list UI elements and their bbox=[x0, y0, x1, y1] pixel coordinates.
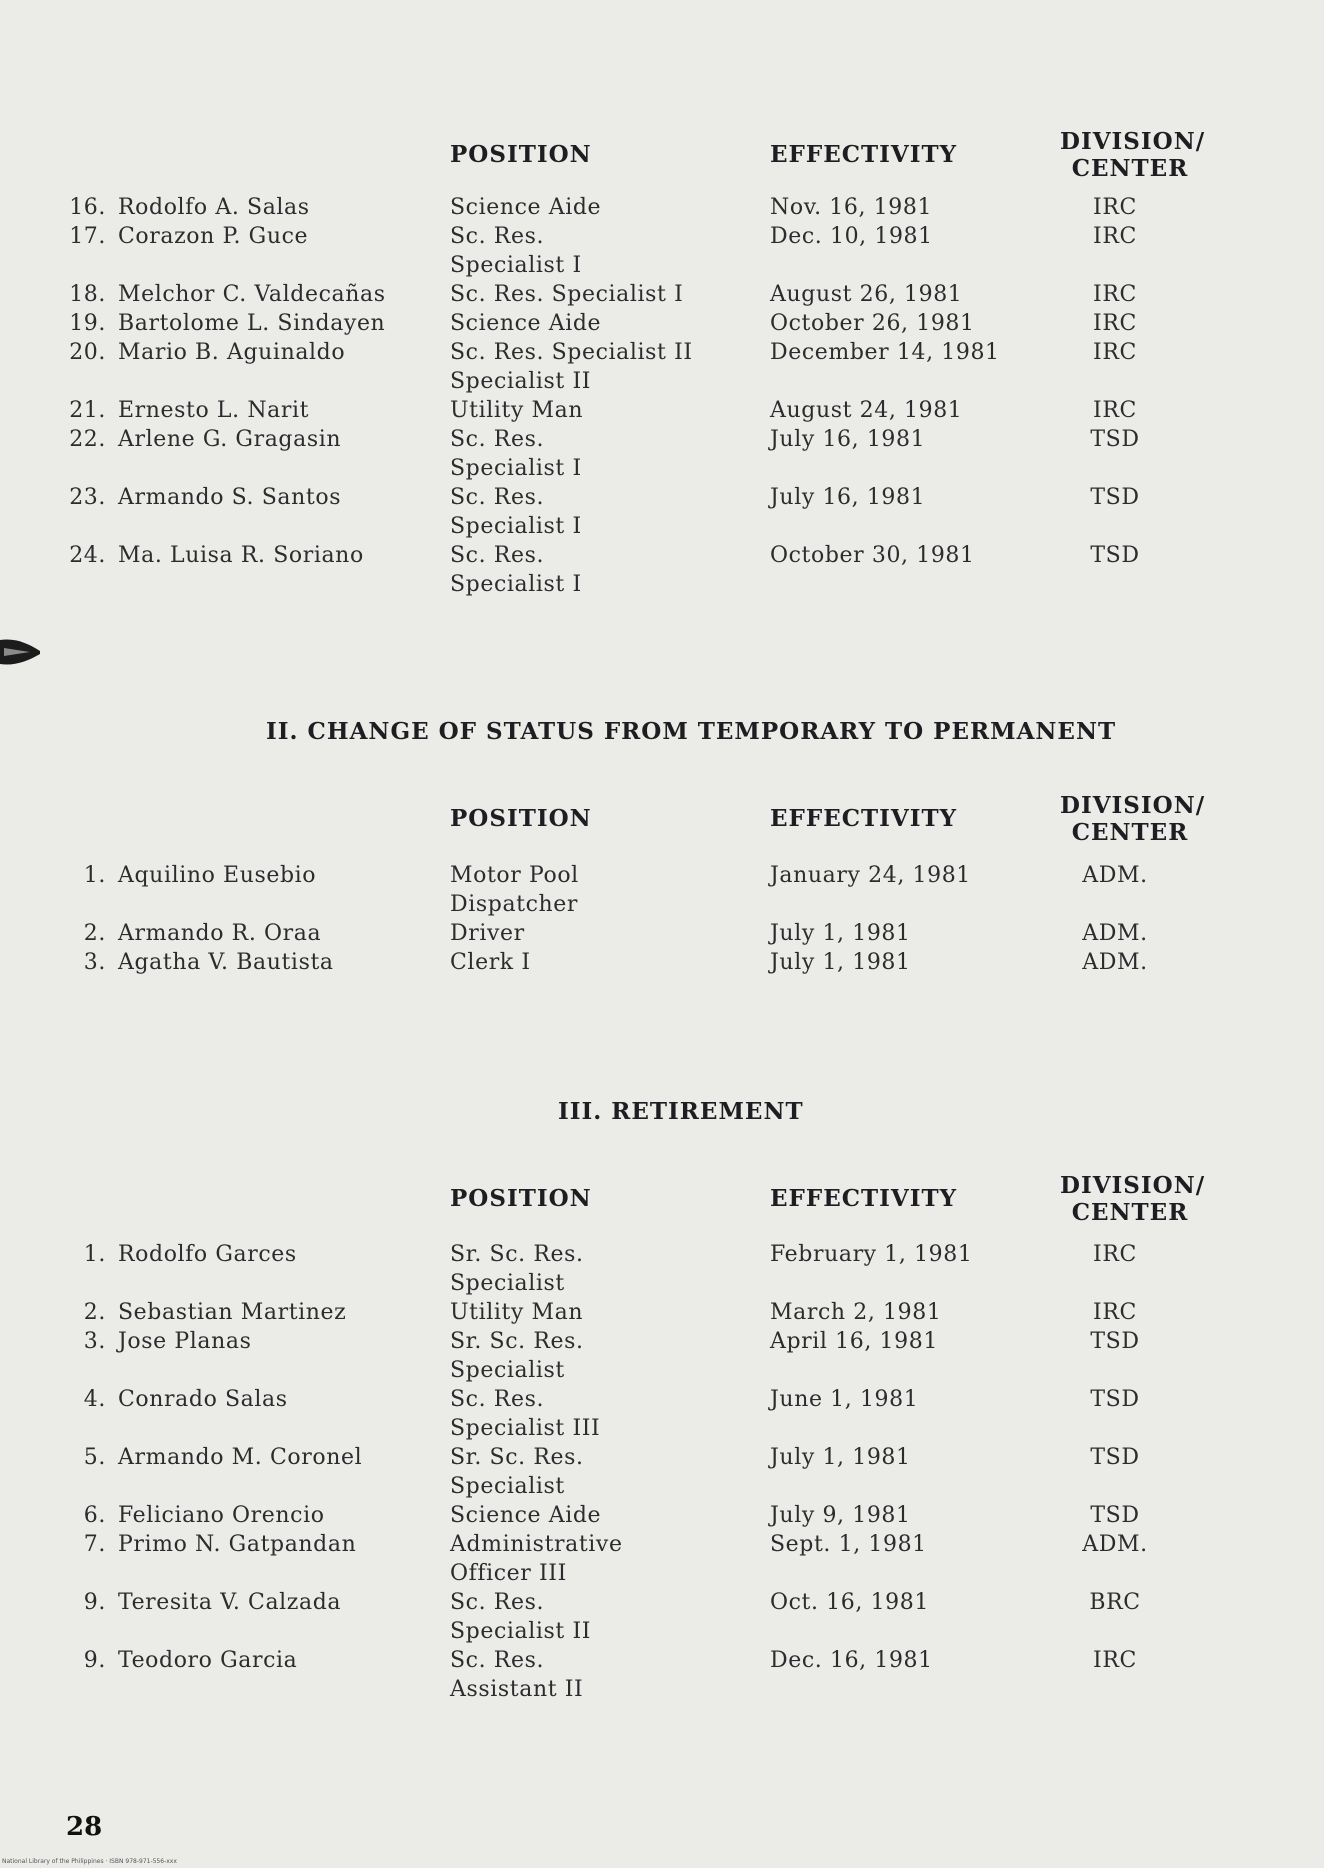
table-row bbox=[0, 1646, 1324, 1704]
position-cell bbox=[450, 309, 601, 338]
employee-name: Aquilino Eusebio bbox=[118, 863, 317, 888]
position-line1: Sr. Sc. Res. bbox=[450, 1329, 584, 1354]
position-line1: Utility Man bbox=[450, 1300, 584, 1325]
row-number: 9. bbox=[83, 1648, 106, 1673]
position-line2: Specialist I bbox=[450, 514, 582, 539]
position-line1: Science Aide bbox=[450, 1503, 602, 1528]
effectivity-date: March 2, 1981 bbox=[770, 1300, 942, 1325]
position-line2: Specialist bbox=[450, 1358, 565, 1383]
table-row bbox=[0, 309, 1324, 338]
row-number: 7. bbox=[83, 1532, 106, 1557]
effectivity-date: August 24, 1981 bbox=[770, 398, 963, 423]
position-line2: Specialist II bbox=[450, 369, 592, 394]
employee-name: Teodoro Garcia bbox=[118, 1648, 298, 1673]
position-cell bbox=[450, 1588, 591, 1646]
position-cell bbox=[450, 1501, 601, 1530]
table-row bbox=[0, 1298, 1324, 1327]
division-center: IRC bbox=[1093, 1300, 1137, 1325]
employee-name: Rodolfo Garces bbox=[118, 1242, 297, 1267]
position-cell bbox=[450, 1240, 584, 1298]
row-number: 9. bbox=[83, 1590, 106, 1615]
row-number: 24. bbox=[69, 543, 106, 568]
table-row bbox=[0, 425, 1324, 483]
position-line1: Science Aide bbox=[450, 195, 602, 220]
position-cell bbox=[450, 338, 693, 396]
employee-name: Feliciano Orencio bbox=[118, 1503, 325, 1528]
row-number: 1. bbox=[83, 863, 106, 888]
position-line2: Specialist I bbox=[450, 456, 582, 481]
effectivity-date: October 26, 1981 bbox=[770, 311, 975, 336]
division-center: IRC bbox=[1093, 224, 1137, 249]
position-line1: Sc. Res. bbox=[450, 224, 545, 249]
header-position: POSITION bbox=[450, 141, 592, 168]
position-line1: Sc. Res. bbox=[450, 1648, 545, 1673]
table-row bbox=[0, 280, 1324, 309]
table-row bbox=[0, 193, 1324, 222]
table-row bbox=[0, 1385, 1324, 1443]
position-line2: Specialist bbox=[450, 1271, 565, 1296]
table-row bbox=[0, 396, 1324, 425]
effectivity-date: Nov. 16, 1981 bbox=[770, 195, 933, 220]
row-number: 2. bbox=[83, 921, 106, 946]
position-line1: Science Aide bbox=[450, 311, 602, 336]
division-center: IRC bbox=[1093, 1242, 1137, 1267]
division-center: TSD bbox=[1090, 1387, 1140, 1412]
effectivity-date: Dec. 16, 1981 bbox=[770, 1648, 933, 1673]
effectivity-date: January 24, 1981 bbox=[770, 863, 971, 888]
section-title-retirement: III. RETIREMENT bbox=[558, 1098, 804, 1125]
table-row bbox=[0, 1443, 1324, 1501]
division-center: TSD bbox=[1090, 427, 1140, 452]
position-line1: Sc. Res. Specialist II bbox=[450, 340, 693, 365]
employee-name: Rodolfo A. Salas bbox=[118, 195, 310, 220]
row-number: 18. bbox=[69, 282, 106, 307]
position-cell bbox=[450, 1530, 623, 1588]
position-line1: Driver bbox=[450, 921, 525, 946]
division-center: BRC bbox=[1089, 1590, 1141, 1615]
position-cell bbox=[450, 280, 683, 309]
header-division-line2: CENTER bbox=[1071, 819, 1189, 846]
row-number: 4. bbox=[83, 1387, 106, 1412]
header-effectivity: EFFECTIVITY bbox=[770, 1185, 958, 1212]
effectivity-date: October 30, 1981 bbox=[770, 543, 975, 568]
header-division-line1: DIVISION/ bbox=[1060, 128, 1206, 155]
table-row bbox=[0, 338, 1324, 396]
division-center: TSD bbox=[1090, 1445, 1140, 1470]
position-line2: Specialist I bbox=[450, 253, 582, 278]
effectivity-date: July 16, 1981 bbox=[770, 427, 926, 452]
row-number: 19. bbox=[69, 311, 106, 336]
section-title-change-of-status: II. CHANGE OF STATUS FROM TEMPORARY TO PERMANENT bbox=[266, 718, 1117, 745]
table-row bbox=[0, 948, 1324, 977]
row-number: 3. bbox=[83, 950, 106, 975]
table-row bbox=[0, 861, 1324, 919]
position-cell bbox=[450, 1298, 583, 1327]
row-number: 17. bbox=[69, 224, 106, 249]
effectivity-date: Oct. 16, 1981 bbox=[770, 1590, 929, 1615]
section-change-of-status-rows bbox=[0, 861, 1324, 977]
section-appointments-rows bbox=[0, 193, 1324, 599]
employee-name: Melchor C. Valdecañas bbox=[118, 282, 386, 307]
section-retirement-rows bbox=[0, 1240, 1324, 1704]
position-cell bbox=[450, 222, 582, 280]
division-center: TSD bbox=[1090, 1329, 1140, 1354]
division-center: IRC bbox=[1093, 340, 1137, 365]
employee-name: Teresita V. Calzada bbox=[118, 1590, 342, 1615]
effectivity-date: Dec. 10, 1981 bbox=[770, 224, 933, 249]
header-effectivity: EFFECTIVITY bbox=[770, 805, 958, 832]
table-row bbox=[0, 222, 1324, 280]
header-division-line1: DIVISION/ bbox=[1060, 792, 1206, 819]
employee-name: Mario B. Aguinaldo bbox=[118, 340, 346, 365]
position-cell bbox=[450, 193, 601, 222]
effectivity-date: June 1, 1981 bbox=[770, 1387, 919, 1412]
table-row bbox=[0, 483, 1324, 541]
employee-name: Sebastian Martinez bbox=[118, 1300, 347, 1325]
header-division-center bbox=[1060, 792, 1206, 846]
employee-name: Conrado Salas bbox=[118, 1387, 288, 1412]
division-center: IRC bbox=[1093, 311, 1137, 336]
position-line1: Clerk I bbox=[450, 950, 531, 975]
employee-name: Armando M. Coronel bbox=[118, 1445, 363, 1470]
position-line1: Sc. Res. bbox=[450, 1387, 545, 1412]
row-number: 23. bbox=[69, 485, 106, 510]
header-division-center bbox=[1060, 1172, 1206, 1226]
header-effectivity: EFFECTIVITY bbox=[770, 141, 958, 168]
position-line2: Specialist III bbox=[450, 1416, 601, 1441]
row-number: 1. bbox=[83, 1242, 106, 1267]
division-center: ADM. bbox=[1082, 921, 1148, 946]
position-cell bbox=[450, 1443, 584, 1501]
position-cell bbox=[450, 1385, 600, 1443]
row-number: 22. bbox=[69, 427, 106, 452]
table-row bbox=[0, 1327, 1324, 1385]
division-center: ADM. bbox=[1082, 1532, 1148, 1557]
header-division-line2: CENTER bbox=[1071, 1199, 1189, 1226]
position-line2: Dispatcher bbox=[450, 892, 579, 917]
position-cell bbox=[450, 1327, 584, 1385]
position-line1: Administrative bbox=[450, 1532, 623, 1557]
row-number: 21. bbox=[69, 398, 106, 423]
effectivity-date: April 16, 1981 bbox=[770, 1329, 938, 1354]
position-line1: Sc. Res. bbox=[450, 543, 545, 568]
position-line1: Utility Man bbox=[450, 398, 584, 423]
position-line2: Specialist I bbox=[450, 572, 582, 597]
division-center: IRC bbox=[1093, 195, 1137, 220]
employee-name: Corazon P. Guce bbox=[118, 224, 309, 249]
employee-name: Jose Planas bbox=[118, 1329, 252, 1354]
header-division-center bbox=[1060, 128, 1206, 182]
table-row bbox=[0, 541, 1324, 599]
employee-name: Armando S. Santos bbox=[118, 485, 342, 510]
header-division-line1: DIVISION/ bbox=[1060, 1172, 1206, 1199]
position-line1: Sr. Sc. Res. bbox=[450, 1242, 584, 1267]
division-center: ADM. bbox=[1082, 950, 1148, 975]
row-number: 3. bbox=[83, 1329, 106, 1354]
division-center: TSD bbox=[1090, 485, 1140, 510]
division-center: IRC bbox=[1093, 398, 1137, 423]
division-center: TSD bbox=[1090, 1503, 1140, 1528]
position-line2: Officer III bbox=[450, 1561, 567, 1586]
header-position: POSITION bbox=[450, 805, 592, 832]
table-row bbox=[0, 1530, 1324, 1588]
table-row bbox=[0, 1588, 1324, 1646]
position-cell bbox=[450, 541, 582, 599]
row-number: 16. bbox=[69, 195, 106, 220]
position-line1: Motor Pool bbox=[450, 863, 579, 888]
row-number: 6. bbox=[83, 1503, 106, 1528]
division-center: IRC bbox=[1093, 1648, 1137, 1673]
position-cell bbox=[450, 861, 579, 919]
effectivity-date: August 26, 1981 bbox=[770, 282, 963, 307]
division-center: IRC bbox=[1093, 282, 1137, 307]
position-cell bbox=[450, 425, 582, 483]
row-number: 5. bbox=[83, 1445, 106, 1470]
position-line1: Sr. Sc. Res. bbox=[450, 1445, 584, 1470]
table-row bbox=[0, 1240, 1324, 1298]
position-line1: Sc. Res. Specialist I bbox=[450, 282, 684, 307]
row-number: 20. bbox=[69, 340, 106, 365]
employee-name: Arlene G. Gragasin bbox=[118, 427, 342, 452]
division-center: TSD bbox=[1090, 543, 1140, 568]
position-line2: Assistant II bbox=[450, 1677, 584, 1702]
effectivity-date: July 1, 1981 bbox=[770, 921, 911, 946]
position-cell bbox=[450, 483, 582, 541]
position-line1: Sc. Res. bbox=[450, 485, 545, 510]
effectivity-date: Sept. 1, 1981 bbox=[770, 1532, 927, 1557]
effectivity-date: February 1, 1981 bbox=[770, 1242, 973, 1267]
table-row bbox=[0, 1501, 1324, 1530]
employee-name: Ernesto L. Narit bbox=[118, 398, 310, 423]
position-cell bbox=[450, 919, 525, 948]
header-position: POSITION bbox=[450, 1185, 592, 1212]
employee-name: Agatha V. Bautista bbox=[118, 950, 334, 975]
page-number: 28 bbox=[66, 1812, 103, 1842]
binder-clip-icon bbox=[0, 632, 44, 672]
employee-name: Bartolome L. Sindayen bbox=[118, 311, 386, 336]
effectivity-date: July 1, 1981 bbox=[770, 1445, 911, 1470]
effectivity-date: July 1, 1981 bbox=[770, 950, 911, 975]
position-line1: Sc. Res. bbox=[450, 427, 545, 452]
position-cell bbox=[450, 948, 531, 977]
header-division-line2: CENTER bbox=[1071, 155, 1189, 182]
row-number: 2. bbox=[83, 1300, 106, 1325]
footer-note: National Library of the Philippines · ISBN 978-971-556-xxx bbox=[2, 1858, 177, 1865]
effectivity-date: December 14, 1981 bbox=[770, 340, 1000, 365]
table-row bbox=[0, 919, 1324, 948]
position-line2: Specialist II bbox=[450, 1619, 592, 1644]
effectivity-date: July 16, 1981 bbox=[770, 485, 926, 510]
employee-name: Ma. Luisa R. Soriano bbox=[118, 543, 364, 568]
position-cell bbox=[450, 1646, 583, 1704]
position-line2: Specialist bbox=[450, 1474, 565, 1499]
position-cell bbox=[450, 396, 583, 425]
employee-name: Armando R. Oraa bbox=[118, 921, 322, 946]
effectivity-date: July 9, 1981 bbox=[770, 1503, 911, 1528]
division-center: ADM. bbox=[1082, 863, 1148, 888]
position-line1: Sc. Res. bbox=[450, 1590, 545, 1615]
employee-name: Primo N. Gatpandan bbox=[118, 1532, 357, 1557]
